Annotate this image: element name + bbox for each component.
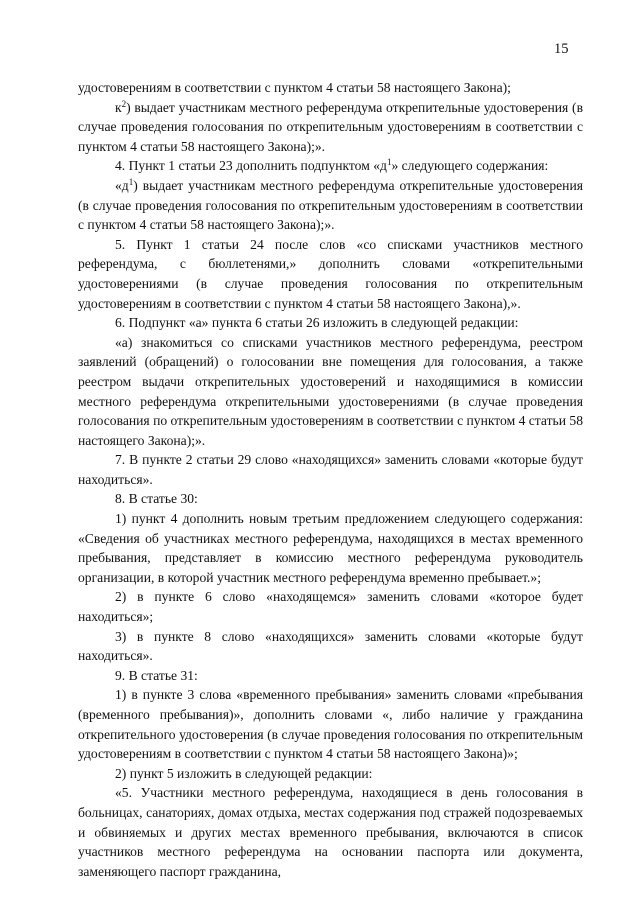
paragraph-text: 8. В статье 30: [115,491,198,507]
superscript-index: 1 [386,157,392,168]
paragraph [78,685,583,763]
paragraph-text: 1) пункт 4 дополнить новым третьим предложением следующего содержания: «Сведения об участниках местного референдума, находящихся в местах временного пребывания, представляет в комиссию местного референдума руководитель организации, в которой участник местного референдума временно пребывает.»; [78,511,583,585]
paragraph [78,627,583,666]
page-number: 15 [554,41,569,57]
paragraph [78,783,583,881]
paragraph-text: 3) в пункте 8 слово «находящихся» заменить словами «которые будут находиться». [78,628,583,664]
paragraph [78,235,583,313]
paragraph [78,176,583,235]
paragraph [78,156,583,176]
paragraph-text: «5. Участники местного референдума, находящиеся в день голосования в больницах, санаториях, домах отдыха, местах содержания под стражей подозреваемых и обвиняемых и других местах временного пребывания, включаются в список участников местного референдума на основании паспорта или документа, заменяющего паспорт гражданина, [78,785,583,879]
paragraph-text: «а) знакомиться со списками участников местного референдума, реестром заявлений (обращений) о голосовании вне помещения для голосования, а также реестром выдачи открепительных удостоверений и находящимися в комиссии местного референдума открепительными удостоверениями (в случае проведения голосования по открепительным удостоверениям в соответствии с пунктом 4 статьи 58 настоящего Закона);». [78,334,583,448]
paragraph [78,764,583,784]
paragraph-text: 1) в пункте 3 слова «временного пребывания» заменить словами «пребывания (временного пребывания)», дополнить словами «, либо наличие у гражданина открепительного удостоверения (в случае проведения голосования по открепительным удостоверениям в соответствии с пунктом 4 статьи 58 настоящего Закона)»; [78,687,583,762]
paragraph [78,509,583,587]
paragraph-text: «д [115,177,129,193]
paragraph [78,489,583,509]
paragraph [78,78,583,98]
paragraph [78,587,583,626]
paragraph [78,450,583,489]
paragraph-text: 2) пункт 5 изложить в следующей редакции: [115,765,373,781]
superscript-index: 1 [128,176,134,187]
paragraph-text: ) выдает участникам местного референдума открепительные удостоверения (в случае проведения голосования по открепительным удостоверениям в соответствии с пунктом 4 статьи 58 настоящего Закона);». [78,99,583,154]
paragraph-text: 5. Пункт 1 статьи 24 после слов «со списками участников местного референдума, с бюллетенями,» дополнить словами «открепительными удостоверениями (в случае проведения голосования по открепительным удостоверениям в соответствии с пунктом 4 статьи 58 настоящего Закона),». [78,236,583,311]
paragraph [78,666,583,686]
paragraph-text: 4. Пункт 1 статьи 23 дополнить подпунктом «д [115,158,387,174]
document-body [78,78,583,881]
paragraph-text: 6. Подпункт «а» пункта 6 статьи 26 изложить в следующей редакции: [115,315,519,331]
paragraph-text: 2) в пункте 6 слово «находящемся» заменить словами «которое будет находиться»; [78,589,583,625]
paragraph [78,333,583,451]
paragraph [78,98,583,157]
paragraph [78,313,583,333]
paragraph-text: 7. В пункте 2 статьи 29 слово «находящихся» заменить словами «которые будут находиться». [78,452,583,487]
paragraph-text: ) выдает участникам местного референдума открепительные удостоверения (в случае проведения голосования по открепительным удостоверениям в соответствии с пунктом 4 статьи 58 настоящего Закона);». [78,177,583,233]
superscript-index: 2 [121,98,127,109]
paragraph-text: » следующего содержания: [391,158,549,174]
paragraph-text: удостоверениям в соответствии с пунктом 4 статьи 58 настоящего Закона); [78,80,511,95]
paragraph-text: к [115,99,122,115]
paragraph-text: 9. В статье 31: [115,667,198,683]
